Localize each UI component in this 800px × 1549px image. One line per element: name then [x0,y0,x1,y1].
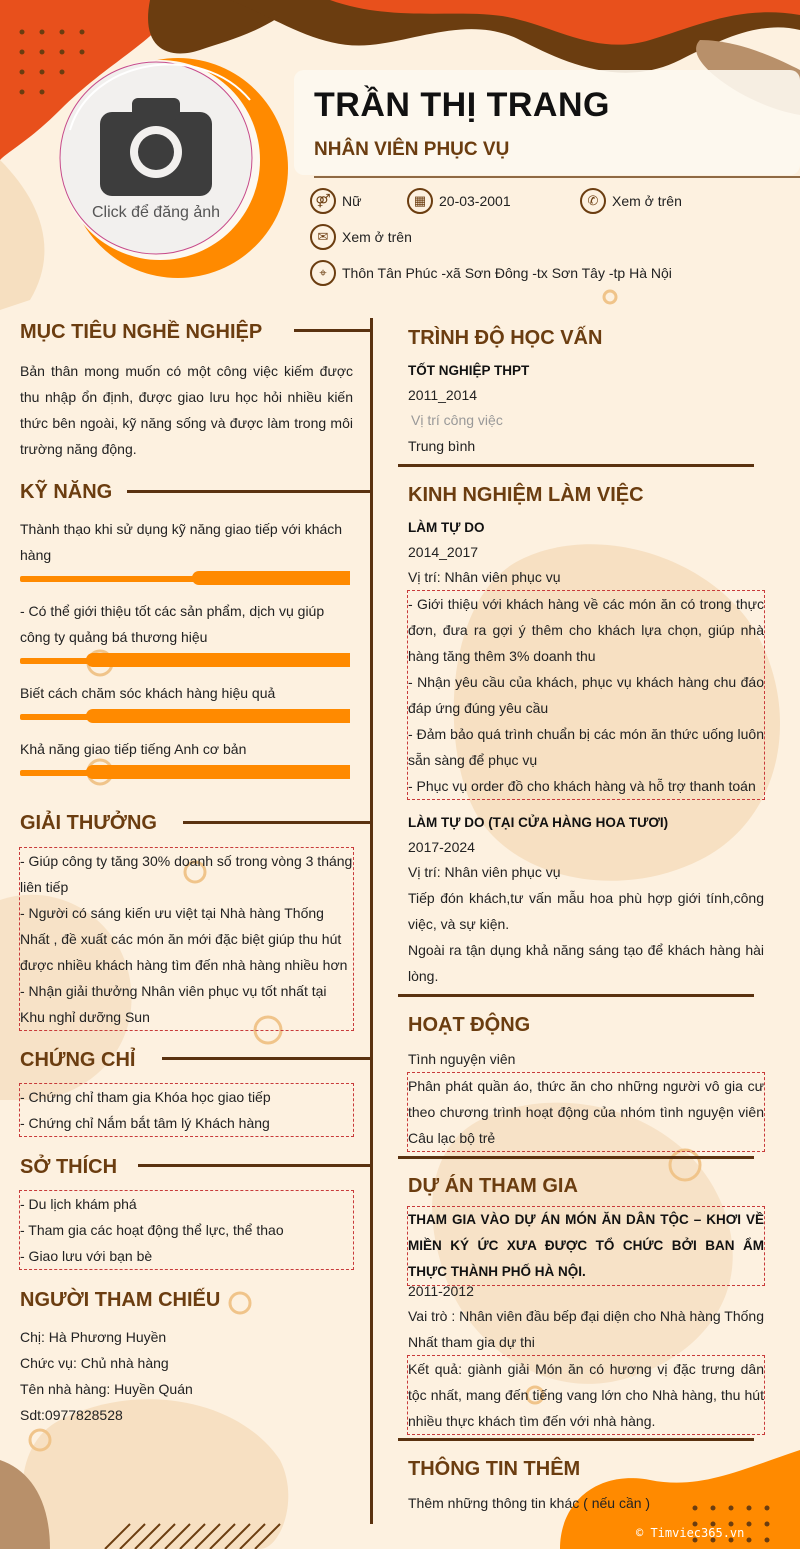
project-period: 2011-2012 [408,1283,474,1299]
project-name: THAM GIA VÀO DỰ ÁN MÓN ĂN DÂN TỘC – KHƠI VỀ MIỀN KÝ ỨC XƯA ĐƯỢC TỔ CHỨC BỞI BAN ẨM THỰC THÀNH PHỐ HÀ NỘI. [407,1206,765,1286]
certificate-line: - Chứng chỉ tham gia Khóa học giao tiếp [20,1089,271,1105]
certificates-rule [162,1057,370,1060]
extra-text: Thêm những thông tin khác ( nếu cần ) [408,1495,651,1511]
award-line: - Nhận giải thưởng Nhân viên phục vụ tốt nhất tại Khu nghỉ dưỡng Sun [20,983,327,1025]
skill-4-label: Khả năng giao tiếp tiếng Anh cơ bản [20,741,247,757]
certificate-line: - Chứng chỉ Nắm bắt tâm lý Khách hàng [20,1115,270,1131]
education-placeholder: Vị trí công việc [411,412,503,428]
birthday-value: 20-03-2001 [439,193,511,209]
certificates-box [19,1083,354,1137]
skill-2-label: - Có thể giới thiệu tốt các sản phẩm, dịch vụ giúp công ty quảng bá thương hiệu [20,603,325,645]
hobbies-rule [138,1164,370,1167]
hobbies-box [19,1190,354,1270]
email-info [310,224,412,250]
calendar-icon: ▦ [407,188,433,214]
skill-1-label: Thành thạo khi sử dụng kỹ năng giao tiếp với khách hàng [20,521,343,563]
job-detail-line: Tiếp đón khách,tư vấn mẫu hoa phù hợp giới tính,công việc, và sự kiện. [408,890,764,932]
project-role: Vai trò : Nhân viên đầu bếp đại diện cho Nhà hàng Thống Nhất tham gia dự thi [408,1308,764,1350]
skills-title: KỸ NĂNG [20,481,113,503]
awards-title: GIẢI THƯỞNG [20,812,157,834]
objective-title: MỤC TIÊU NGHỀ NGHIỆP [20,321,263,343]
skill-3-bar [20,709,350,723]
objective-rule [294,329,370,332]
hobby-line: - Tham gia các hoạt động thể lực, thể thao [20,1222,284,1238]
reference-line: Chị: Hà Phương Huyền [20,1329,167,1345]
job-1-company: LÀM TỰ DO [408,520,485,535]
skills-rule [127,490,370,493]
job-detail-line: - Đảm bảo quá trình chuẩn bị các món ăn thức uống luôn sẵn sàng để phục vụ [408,726,764,768]
award-line: - Giúp công ty tăng 30% doanh số trong vòng 3 tháng liên tiếp [20,853,353,895]
watermark: © Timviec365.vn [636,1526,745,1540]
job-2-position: Vị trí: Nhân viên phục vụ [408,864,561,880]
camera-icon [96,94,216,198]
reference-line: Chức vụ: Chủ nhà hàng [20,1355,169,1371]
job-detail-line: - Giới thiệu với khách hàng về các món ăn có trong thực đơn, đưa ra gợi ý thêm cho khách lựa chọn, giúp nhà hàng tăng thêm 3% doanh thu [408,596,764,664]
award-line: - Người có sáng kiến ưu việt tại Nhà hàng Thống Nhất , đề xuất các món ăn mới đặc biệt giúp thu hút được nhiều khách hàng tìm đến nhà hàng nhiều hơn [20,905,348,973]
education-title: TRÌNH ĐỘ HỌC VẤN [408,327,603,349]
activities-org: Tình nguyện viên [408,1051,516,1067]
gender-icon: ⚤ [310,188,336,214]
certificates-title: CHỨNG CHỈ [20,1049,136,1071]
mail-icon: ✉ [310,224,336,250]
skill-1-bar [20,571,350,585]
skill-3-label: Biết cách chăm sóc khách hàng hiệu quả [20,685,276,701]
activities-detail: Phân phát quần áo, thức ăn cho những người vô gia cư theo chương trình hoạt động của nhóm tình nguyện viên Câu lạc bộ trẻ [407,1072,765,1152]
education-school: TỐT NGHIỆP THPT [408,363,530,378]
projects-rule [398,1438,754,1441]
reference-line: Tên nhà hàng: Huyền Quán [20,1381,193,1397]
gender-value: Nữ [342,193,362,209]
job-1-details [407,590,765,800]
experience-title: KINH NGHIỆM LÀM VIỆC [408,484,644,506]
job-1-position: Vị trí: Nhân viên phục vụ [408,569,561,585]
hobbies-title: SỞ THÍCH [20,1156,118,1178]
email-value: Xem ở trên [342,229,412,245]
phone-info [580,188,682,214]
hobby-line: - Du lịch khám phá [20,1196,137,1212]
awards-rule [183,821,370,824]
phone-icon: ✆ [580,188,606,214]
phone-value: Xem ở trên [612,193,682,209]
experience-rule [398,994,754,997]
extra-title: THÔNG TIN THÊM [408,1458,581,1480]
job-1-period: 2014_2017 [408,544,479,560]
reference-box [20,1324,350,1428]
birthday-info [407,188,511,214]
address-info [310,260,672,286]
hobby-line: - Giao lưu với bạn bè [20,1248,153,1264]
activities-title: HOẠT ĐỘNG [408,1014,531,1036]
education-rule [398,464,754,467]
job-detail-line: Ngoài ra tận dụng khả năng sáng tạo để khách hàng hài lòng. [408,942,764,984]
projects-title: DỰ ÁN THAM GIA [408,1175,578,1197]
education-grade: Trung bình [408,438,476,454]
reference-line: Sdt:0977828528 [20,1407,123,1423]
job-title: NHÂN VIÊN PHỤC VỤ [314,139,510,160]
reference-title: NGƯỜI THAM CHIẾU [20,1289,221,1311]
photo-upload[interactable] [60,62,252,254]
skill-4-bar [20,765,350,779]
awards-box [19,847,354,1031]
gender-info [310,188,361,214]
objective-text: Bản thân mong muốn có một công việc kiếm được thu nhập ổn định, được giao lưu học hỏi nhiều kiến thức bên ngoài, kỹ năng sống và được làm trong môi trường năng động. [20,363,353,457]
full-name: TRẦN THỊ TRANG [314,86,610,124]
job-detail-line: - Phục vụ order đồ cho khách hàng và hỗ trợ thanh toán [408,778,756,794]
skill-2-bar [20,653,350,667]
location-pin-icon: ⌖ [310,260,336,286]
job-detail-line: - Nhận yêu cầu của khách, phục vụ khách hàng chu đáo đáp ứng đúng yêu cầu [408,674,764,716]
job-2-period: 2017-2024 [408,839,475,855]
job-2-company: LÀM TỰ DO (TẠI CỬA HÀNG HOA TƯƠI) [408,815,669,830]
education-period: 2011_2014 [408,387,478,403]
project-result: Kết quả: giành giải Món ăn có hương vị đặc trưng dân tộc nhất, mang đến tiếng vang lớn cho Nhà hàng, thu hút nhiều thực khách tìm đến với nhà hàng. [407,1355,765,1435]
activities-rule [398,1156,754,1159]
photo-label: Click để đăng ảnh [91,204,221,221]
address-value: Thôn Tân Phúc -xã Sơn Đông -tx Sơn Tây -tp Hà Nội [342,265,672,281]
job-2-details [408,885,764,989]
